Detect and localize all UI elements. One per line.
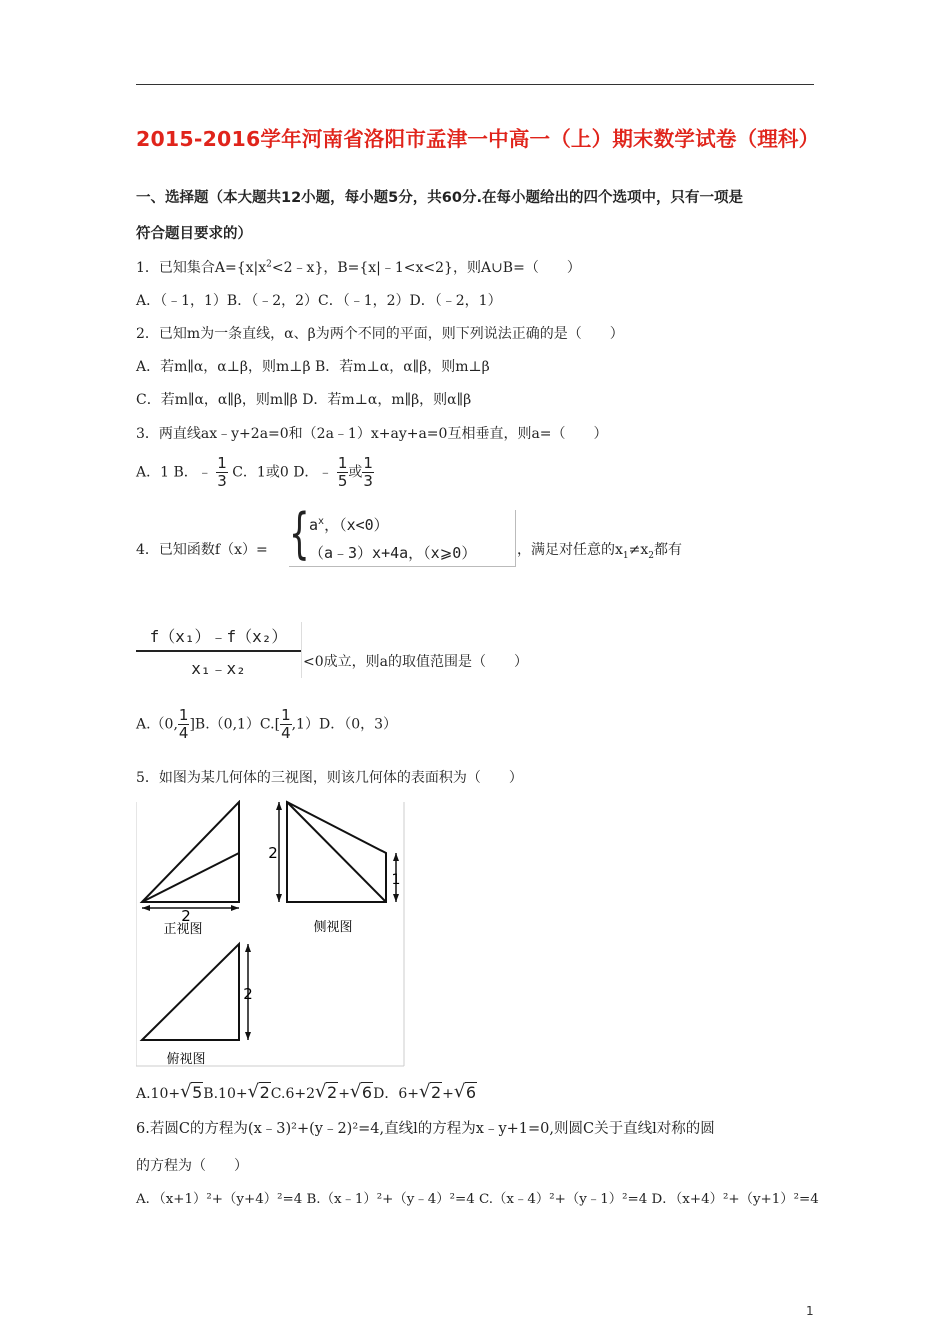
section-heading-line1: 一、选择题（本大题共12小题，每小题5分，共60分.在每小题给出的四个选项中，只有一项是 [136, 190, 743, 206]
question-2-stem: 2．已知m为一条直线，α、β为两个不同的平面，则下列说法正确的是（ ） [136, 326, 624, 342]
top-dim-2: 2 [243, 985, 253, 1003]
side-view-label: 侧视图 [313, 920, 353, 935]
header-rule [136, 84, 814, 85]
front-view-label: 正视图 [163, 922, 203, 937]
difference-quotient: f（x₁）﹣f（x₂） x₁﹣x₂ [136, 622, 302, 678]
side-dim-1: 1 [391, 872, 401, 888]
sqrt-2: √ 2 [248, 1083, 271, 1102]
question-4-stem-tail: ，满足对任意的$x_1\ne x_2$都有 [517, 542, 683, 561]
sqrt-5: √ 5 [180, 1083, 203, 1102]
exam-title: 2015-2016学年河南省洛阳市孟津一中高一（上）期末数学试卷（理科） [136, 127, 820, 151]
page-number: 1 [806, 1304, 814, 1318]
question-1-stem: 1．已知集合$A=\{x|x^2<2﹣x\}$，B={x|﹣1<x<2}，则A∪B=（ ） [136, 259, 581, 276]
question-5-options: A.10+√ 5B.10+√ 2C.6+2√ 2+√ 6D．6+√ 2+√ 6 [136, 1083, 477, 1103]
question-3-options: A．1 B．﹣ $\frac{1}{3}$ C．1或0 D．﹣ $\frac{1}{5}$ 或 $\frac{1}{3}$ [136, 454, 373, 490]
three-view-figure [136, 800, 406, 1068]
fraction-one-quarter-b: $\frac{1}{4}$ [281, 706, 291, 742]
fraction-one-quarter: $\frac{1}{4}$ [178, 706, 189, 742]
sqrt-2-b: √ 2 [315, 1083, 338, 1102]
sqrt-6-b: √ 6 [454, 1083, 477, 1102]
front-view [142, 802, 239, 937]
front-dim-2: 2 [181, 907, 191, 925]
question-1-options: A．（﹣1，1）B．（﹣2，2）C．（﹣1，2）D．（﹣2，1） [136, 293, 502, 309]
question-2-options-cd: C．若m∥α，α∥β，则m∥β D．若m⊥α，m∥β，则α∥β [136, 392, 472, 408]
sqrt-2-c: √ 2 [419, 1083, 442, 1102]
question-3-stem: 3．两直线ax﹣y+2a=0和（2a﹣1）x+ay+a=0互相垂直，则a=（ ） [136, 426, 608, 442]
question-4-stem-label: 4．已知函数f（x）= [136, 542, 268, 558]
fraction-one-third: $\frac{1}{3}$ [217, 454, 227, 490]
question-5-stem: 5．如图为某几何体的三视图，则该几何体的表面积为（ ） [136, 770, 523, 786]
question-4-condition: <0成立，则a的取值范围是（ ） [303, 654, 528, 670]
top-view [142, 944, 253, 1067]
side-view [268, 802, 400, 935]
fraction-one-fifth: $\frac{1}{5}$ [337, 454, 348, 490]
question-4-options: A.（0, $\frac{1}{4}$ ]B.（0,1）C.[ $\frac{1}{4}$ ,1）D．（0，3） [136, 706, 398, 742]
question-6-stem-line2: 的方程为（ ） [136, 1158, 248, 1174]
side-dim-2: 2 [268, 844, 278, 862]
sqrt-6: √ 6 [350, 1083, 373, 1102]
piecewise-function: { $a^x$，（x<0） （a﹣3）x+4a，（x⩾0） [289, 510, 516, 567]
brace-icon: { [289, 502, 310, 565]
question-2-options-ab: A．若m∥α，α⊥β，则m⊥β B．若m⊥α，α∥β，则m⊥β [136, 359, 490, 375]
top-view-label: 俯视图 [166, 1052, 206, 1067]
section-heading-line2: 符合题目要求的） [136, 226, 252, 242]
question-6-stem-line1: 6.若圆C的方程为(x﹣3)²+(y﹣2)²=4,直线l的方程为x﹣y+1=0,则圆C关于直线l对称的圆 [136, 1121, 715, 1137]
question-6-options: A．（x+1）²+（y+4）²=4 B.（x﹣1）²+（y﹣4）²=4 C.（x﹣4）²+（y﹣1）²=4 D．（x+4）²+（y+1）²=4 [136, 1192, 819, 1207]
fraction-one-third-b: $\frac{1}{3}$ [363, 454, 373, 490]
